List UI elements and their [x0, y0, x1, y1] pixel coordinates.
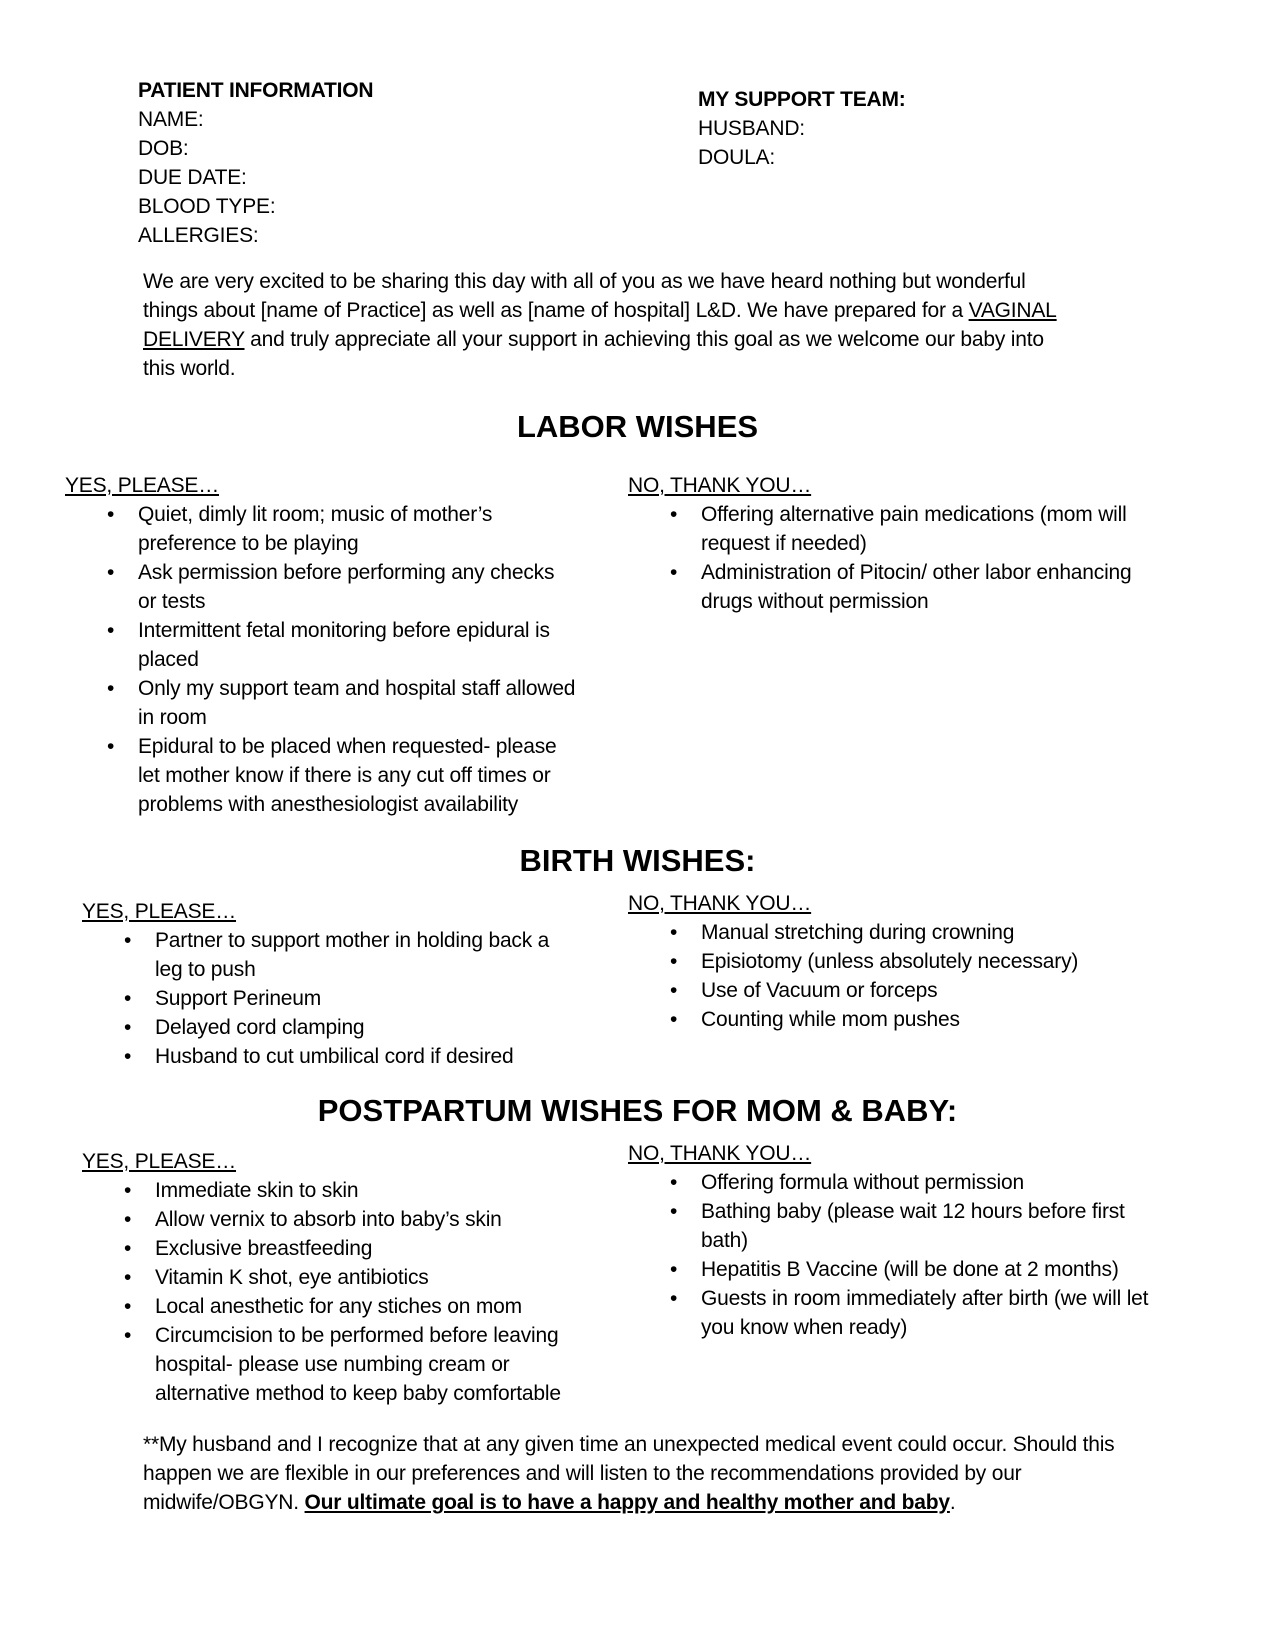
list-item: • Vitamin K shot, eye antibiotics: [82, 1263, 578, 1292]
list-item: • Hepatitis B Vaccine (will be done at 2 months): [628, 1255, 1157, 1284]
patient-info-title: PATIENT INFORMATION: [138, 79, 374, 102]
list-item: • Administration of Pitocin/ other labor enhancing drugs without permission: [628, 558, 1157, 616]
patient-info-field: BLOOD TYPE:: [138, 195, 276, 218]
list-item: • Epidural to be placed when requested- please let mother know if there is any cut off times or problems with anesthesiologist availability: [65, 732, 578, 819]
section-title-postpartum: POSTPARTUM WISHES FOR MOM & BABY:: [317, 1093, 958, 1128]
list-item: • Support Perineum: [82, 984, 578, 1013]
intro-paragraph: [143, 267, 1065, 383]
list-item: • Use of Vacuum or forceps: [628, 976, 1157, 1005]
patient-info-block: [138, 76, 698, 250]
support-team-field: HUSBAND:: [698, 117, 805, 140]
list-item: • Circumcision to be performed before leaving hospital- please use numbing cream or alternative method to keep baby comfortable: [82, 1321, 578, 1408]
footer-text-after: .: [949, 1491, 956, 1514]
list-item: • Local anesthetic for any stiches on mom: [82, 1292, 578, 1321]
labor-yes-list: [65, 500, 578, 819]
section-title-birth: BIRTH WISHES:: [519, 843, 756, 878]
list-item: • Only my support team and hospital staff allowed in room: [65, 674, 578, 732]
postpartum-no-list: [628, 1168, 1157, 1342]
labor-no-column: [578, 471, 1275, 819]
labor-yes-column: [0, 471, 578, 819]
list-item: • Manual stretching during crowning: [628, 918, 1157, 947]
list-item: • Exclusive breastfeeding: [82, 1234, 578, 1263]
list-item: • Guests in room immediately after birth (we will let you know when ready): [628, 1284, 1157, 1342]
section-title-labor: LABOR WISHES: [516, 409, 759, 444]
list-item: • Bathing baby (please wait 12 hours before first bath): [628, 1197, 1157, 1255]
birth-no-header: NO, THANK YOU…: [628, 892, 812, 915]
list-item: • Intermittent fetal monitoring before epidural is placed: [65, 616, 578, 674]
support-team-title: MY SUPPORT TEAM:: [698, 88, 906, 111]
list-item: • Episiotomy (unless absolutely necessary): [628, 947, 1157, 976]
birth-yes-header: YES, PLEASE…: [82, 900, 237, 923]
birth-no-list: [628, 918, 1157, 1034]
list-item: • Quiet, dimly lit room; music of mother’s preference to be playing: [65, 500, 578, 558]
list-item: • Delayed cord clamping: [82, 1013, 578, 1042]
postpartum-yes-header: YES, PLEASE…: [82, 1150, 237, 1173]
support-team-block: [698, 85, 906, 250]
support-team-fields: [698, 114, 906, 172]
footer-note: [143, 1430, 1151, 1517]
list-item: • Offering alternative pain medications (mom will request if needed): [628, 500, 1157, 558]
postpartum-yes-column: [0, 1147, 578, 1408]
patient-info-field: DUE DATE:: [138, 166, 247, 189]
postpartum-yes-list: [82, 1176, 578, 1408]
labor-no-list: [628, 500, 1157, 616]
list-item: • Husband to cut umbilical cord if desired: [82, 1042, 578, 1071]
list-item: • Immediate skin to skin: [82, 1176, 578, 1205]
postpartum-wishes-columns: [0, 1142, 1275, 1408]
support-team-field: DOULA:: [698, 146, 775, 169]
intro-underlined-phrase: VAGINAL DELIVERY: [143, 299, 1057, 351]
patient-info-fields: [138, 105, 698, 250]
list-item: • Partner to support mother in holding back a leg to push: [82, 926, 578, 984]
birth-yes-column: [0, 897, 578, 1071]
footer-text-before: **My husband and I recognize that at any given time an unexpected medical event could occur. Should this happen we are flexible in our preferences and will listen to the recommendations provided by our midwife/OBGYN.: [143, 1433, 1115, 1514]
birth-wishes-columns: [0, 892, 1275, 1071]
patient-info-field: ALLERGIES:: [138, 224, 259, 247]
list-item: • Allow vernix to absorb into baby’s skin: [82, 1205, 578, 1234]
intro-text-before: We are very excited to be sharing this day with all of you as we have heard nothing but wonderful things about [name of Practice] as well as [name of hospital] L&D. We have prepared for a: [143, 270, 1026, 322]
patient-info-field: NAME:: [138, 108, 204, 131]
patient-info-field: DOB:: [138, 137, 189, 160]
list-item: • Offering formula without permission: [628, 1168, 1157, 1197]
intro-text-after: and truly appreciate all your support in achieving this goal as we welcome our baby into this world.: [143, 328, 1044, 380]
labor-yes-header: YES, PLEASE…: [65, 474, 220, 497]
birth-no-column: [578, 889, 1275, 1071]
labor-wishes-columns: [0, 471, 1275, 819]
list-item: • Ask permission before performing any checks or tests: [65, 558, 578, 616]
labor-no-header: NO, THANK YOU…: [628, 474, 812, 497]
birth-yes-list: [82, 926, 578, 1071]
footer-goal-sentence: Our ultimate goal is to have a happy and healthy mother and baby: [304, 1491, 950, 1514]
postpartum-no-header: NO, THANK YOU…: [628, 1142, 812, 1165]
header-info-row: [0, 76, 1275, 250]
list-item: • Counting while mom pushes: [628, 1005, 1157, 1034]
postpartum-no-column: [578, 1139, 1275, 1408]
